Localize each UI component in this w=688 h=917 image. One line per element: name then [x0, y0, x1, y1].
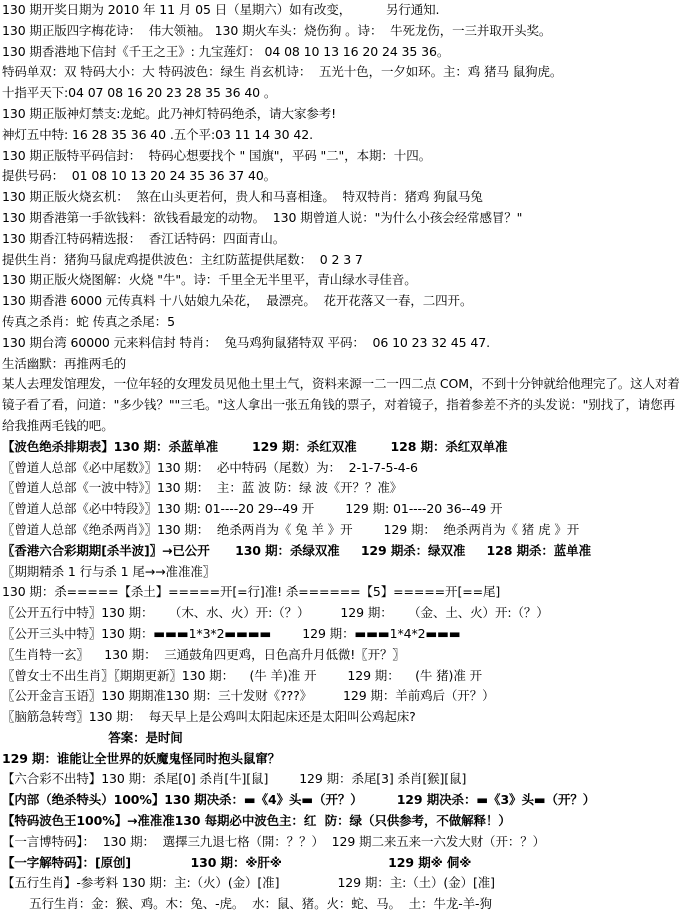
text-line: 五行生肖：金：猴、鸡。木：兔、-虎。 水：鼠、猪。火：蛇、马。 土：牛龙-羊-狗: [2, 896, 492, 912]
text-line: 130 期正版特平码信封： 特码心想要找个 " 国旗"，平码 "二"，本期：十四。: [2, 147, 431, 163]
text-line: 〖公开金言玉语〗130 期期准130 期：三十发财《???》 129 期：羊前鸡后（开？）: [2, 688, 495, 704]
text-line: 特码单双：双 特码大小：大 特码波色：绿生 肖玄机诗： 五光十色，一夕如环。主：鸡 猪马 鼠狗虎。: [2, 64, 563, 80]
text-line: 130 期正版四字梅花诗： 伟大领袖。 130 期火车头：烧伤狗 。诗： 牛死龙伤，一三并取开头奖。: [2, 22, 552, 38]
text-line: 神灯五中特: 16 28 35 36 40 .五个平:03 11 14 30 42.: [2, 126, 313, 142]
text-line: 〖期期精杀 1 行与杀 1 尾→→准准准〗: [2, 563, 216, 579]
text-line: 130 期香港 6000 元传真料 十八姑娘九朵花， 最漂亮。 花开花落又一春，二四开。: [2, 293, 473, 309]
text-line: 〖曾女士不出生肖〗〖期期更新〗130 期： (牛 羊)准 开 129 期： (牛 猪)准 开: [2, 667, 482, 683]
text-line: 130 期开奖日期为 2010 年 11 月 05 日（星期六）如有改变， 另行通知.: [2, 2, 440, 17]
text-line: 〖曾道人总部《一波中特》〗130 期： 主：蓝 波 防：绿 波《开？？准》: [2, 480, 403, 496]
text-line: 〖曾道人总部《必中特段》〗130 期: 01----20 29--49 开 129 期: 01----20 36--49 开: [2, 501, 503, 517]
text-line: 130 期正版神灯禁支:龙蛇。此乃神灯特码绝杀，请大家参考!: [2, 105, 337, 121]
text-line: 〖脑筋急转弯〗130 期： 每天早上是公鸡叫太阳起床还是太阳叫公鸡起床?: [2, 709, 416, 725]
text-line: 〖曾道人总部《绝杀两肖》〗130 期： 绝杀两肖为《 兔 羊 》开 129 期： 绝杀两肖为《 猪 虎 》开: [2, 521, 580, 537]
text-line: 〖生肖特一玄〗 130 期： 三通鼓角四更鸡，日色高升月低微!〖开？〗: [2, 646, 405, 662]
text-line: 130 期香江特码精选报： 香江话特码：四面青山。: [2, 230, 286, 246]
text-line: 130 期香港地下信封《千王之王》: 九宝莲灯： 04 08 10 13 16 20 24 35 36。: [2, 43, 450, 59]
text-line: 〖公开五行中特〗130 期： （木、水、火）开:（？） 129 期： （金、土、火）开:（？）: [2, 605, 549, 621]
text-line: 130 期台湾 60000 元来料信封 特肖： 兔马鸡狗鼠猪特双 平码： 06 10 23 32 45 47.: [2, 334, 490, 350]
text-line: 【内部（绝杀特头）100%】130 期决杀：▬《4》头▬（开？） 129 期决杀：▬《3》头▬（开？）: [2, 792, 596, 808]
text-line: 〖香港六合彩期期[杀半波]〗→已公开 130 期：杀绿双准 129 期杀：绿双准 128 期杀：蓝单准: [2, 542, 591, 558]
text-line: 【一字解特码】：[原创] 130 期：※肝※ 129 期※ 侗※: [2, 854, 472, 870]
text-line: 〖曾道人总部《必中尾数》〗130 期： 必中特码（尾数）为： 2-1-7-5-4-6: [2, 459, 418, 475]
text-line: 130 期正版火烧图解：火烧 "牛"。诗：千里全无半里平，青山绿水寻佳音。: [2, 272, 417, 288]
text-line: 十指平天下:04 07 08 16 20 23 28 35 36 40 。: [2, 85, 277, 101]
text-line: 130 期香港第一手欲钱料：欲钱看最宠的动物。 130 期曾道人说："为什么小孩会经常感冒？": [2, 209, 523, 225]
text-line: 提供号码： 01 08 10 13 20 24 35 36 37 40。: [2, 168, 277, 184]
text-line: 【特码波色王100%】→准准准130 每期必中波色主：红 防：绿（只供参考，不做解释！）: [2, 813, 511, 829]
text-line: 传真之杀肖：蛇 传真之杀尾：5: [2, 313, 175, 329]
text-line: 【五行生肖】-参考料 130 期：主:（火）(金）[准] 129 期：主:（土）(金）[准]: [2, 875, 495, 891]
text-line: 提供生肖：猪狗马鼠虎鸡提供波色：主红防蓝提供尾数： 0 2 3 7: [2, 251, 363, 267]
text-line: 答案：是时间: [2, 729, 183, 745]
joke-paragraph: 某人去理发馆理发，一位年轻的女理发员见他土里土气，资料来源一二一四二点 COM，不到十分钟就给他理完了。这人对着镜子看了看，问道："多少钱？""三毛。"这人拿出一张五角钱的票子，对着镜子，指着参差不齐的头发说："别找了，请您再给我推两毛钱的吧。: [2, 376, 680, 433]
text-line: 【六合彩不出特】130 期：杀尾[0] 杀肖[牛][鼠] 129 期：杀尾[3] 杀肖[猴][鼠]: [2, 771, 467, 787]
text-line: 生活幽默：再推两毛的: [2, 355, 127, 371]
text-line: 130 期：杀=====【杀土】=====开[=行]准! 杀======【5】=====开[==尾]: [2, 584, 501, 600]
text-line: 129 期：谁能让全世界的妖魔鬼怪同时抱头鼠窜？: [2, 750, 281, 766]
text-line: 〖公开三头中特〗130 期：▬▬▬1*3*2▬▬▬▬ 129 期：▬▬▬1*4*2▬▬▬: [2, 625, 461, 641]
text-line: 130 期正版火烧玄机： 煞在山头更若何，贵人和马喜相逢。 特双特肖：猪鸡 狗鼠马兔: [2, 189, 483, 205]
text-line: 【一言博特码】： 130 期： 選擇三九退七格（開：？？） 129 期二来五来一六发大财（开：？）: [2, 833, 546, 849]
text-line: 【波色绝杀排期表】130 期：杀蓝单准 129 期：杀红双准 128 期：杀红双单准: [2, 438, 508, 454]
